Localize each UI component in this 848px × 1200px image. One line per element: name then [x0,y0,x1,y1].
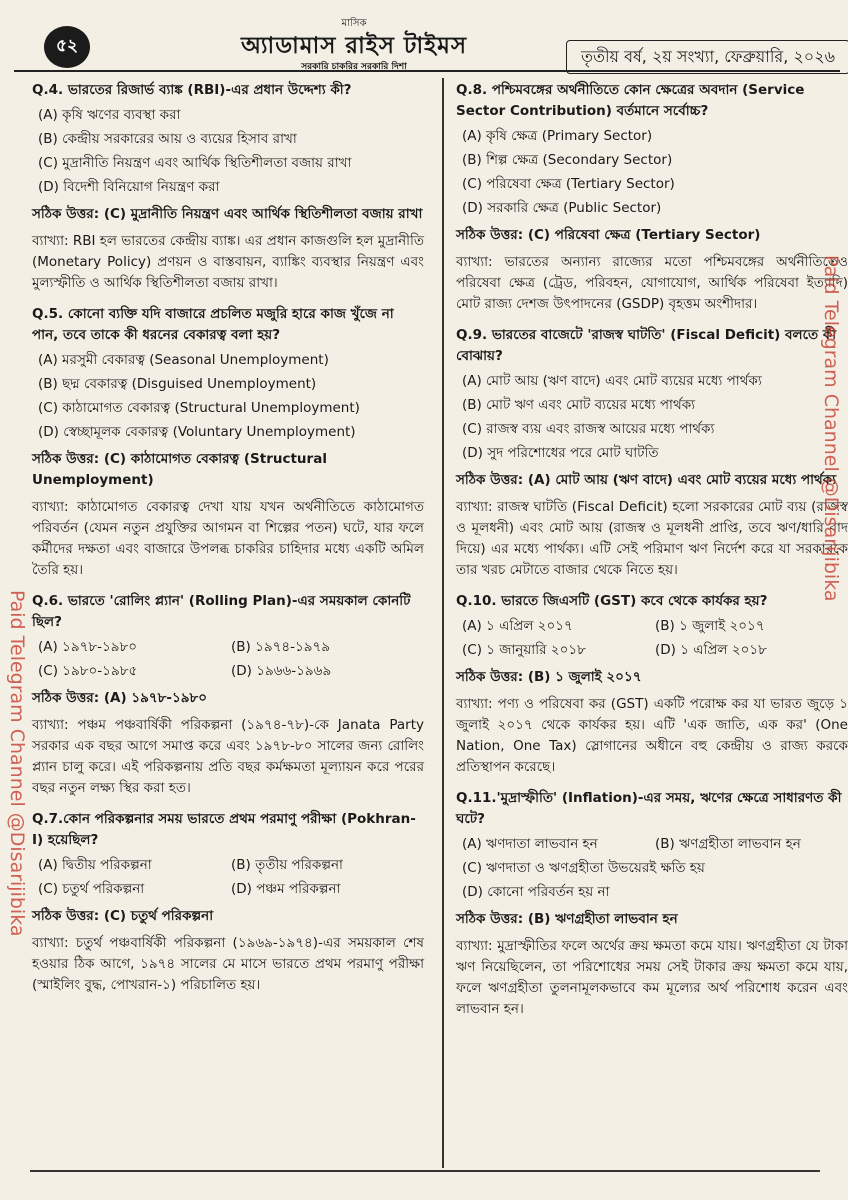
left-column [32,74,424,1006]
footer-rule [30,1170,820,1172]
option-row [38,855,424,876]
question-text: Q.4. ভারতের রিজার্ভ ব্যাঙ্ক (RBI)-এর প্রধান উদ্দেশ্য কী? [32,82,352,98]
option: (C) ১৯৮০-১৯৮৫ [38,663,138,679]
explanation: ব্যাখ্যা: ভারতের অন্যান্য রাজ্যের মতো পশ্চিমবঙ্গের অর্থনীতিতেও পরিষেবা ক্ষেত্র (ট্রেড, পরিবহন, যোগাযোগ, আর্থিক পরিষেবা ইত্যাদি) মোট রাজ্য দেশজ উৎপাদনের (GSDP) বৃহত্তম অংশীদার। [456,254,848,312]
option: (C) পরিষেবা ক্ষেত্র (Tertiary Sector) [462,176,675,192]
option: (C) রাজস্ব ব্যয় এবং রাজস্ব আয়ের মধ্যে পার্থক্য [462,421,715,437]
option: (B) মোট ঋণ এবং মোট ব্যয়ের মধ্যে পার্থক্য [462,397,696,413]
option: (B) তৃতীয় পরিকল্পনা [231,857,343,873]
option: (B) কেন্দ্রীয় সরকারের আয় ও ব্যয়ের হিসাব রাখা [38,131,297,147]
option: (C) কাঠামোগত বেকারত্ব (Structural Unemployment) [38,400,360,416]
option: (A) মোট আয় (ঋণ বাদে) এবং মোট ব্যয়ের মধ্যে পার্থক্য [462,373,762,389]
option: (D) বিদেশী বিনিয়োগ নিয়ন্ত্রণ করা [38,179,220,195]
option-row [462,640,848,661]
option: (D) ১ এপ্রিল ২০১৮ [655,642,767,658]
option: (D) সুদ পরিশোধের পরে মোট ঘাটতি [462,445,659,461]
option: (B) ঋণগ্রহীতা লাভবান হন [655,836,801,852]
question-text: Q.7.কোন পরিকল্পনার সময় ভারতে প্রথম পরমাণু পরীক্ষা (Pokhran-I) হয়েছিল? [32,811,416,848]
option: (C) মুদ্রানীতি নিয়ন্ত্রণ এবং আর্থিক স্থিতিশীলতা বজায় রাখা [38,155,352,171]
question-text: Q.8. পশ্চিমবঙ্গের অর্থনীতিতে কোন ক্ষেত্রের অবদান (Service Sector Contribution) বর্তমানে সর্বোচ্চ? [456,82,805,119]
correct-answer: সঠিক উত্তর: (C) মুদ্রানীতি নিয়ন্ত্রণ এবং আর্থিক স্থিতিশীলতা বজায় রাখা [32,206,423,222]
masthead [234,16,474,74]
option: (C) ১ জানুয়ারি ২০১৮ [462,642,586,658]
correct-answer: সঠিক উত্তর: (B) ১ জুলাই ২০১৭ [456,669,642,685]
option: (A) মরসুমী বেকারত্ব (Seasonal Unemployment) [38,352,329,368]
explanation: ব্যাখ্যা: RBI হল ভারতের কেন্দ্রীয় ব্যাঙ্ক। এর প্রধান কাজগুলি হল মুদ্রানীতি (Monetary Policy) প্রণয়ন ও বাস্তবায়ন, ব্যাঙ্কিং ব্যবস্থার নিয়ন্ত্রণ এবং মুল্যস্ফীতি ও আর্থিক স্থিতিশীলতা বজায় রাখা। [32,233,425,291]
option: (A) দ্বিতীয় পরিকল্পনা [38,857,152,873]
option-row [38,637,424,658]
page-number: ৫২ [44,26,90,68]
correct-answer: সঠিক উত্তর: (B) ঋণগ্রহীতা লাভবান হন [456,911,678,927]
option: (A) কৃষি ক্ষেত্র (Primary Sector) [462,128,653,144]
option: (D) স্বেচ্ছামূলক বেকারত্ব (Voluntary Unemployment) [38,424,356,440]
question-block [32,304,424,581]
option-row [462,834,848,855]
question-block [456,80,848,315]
option: (A) ১৯৭৮-১৯৮০ [38,639,138,655]
option: (D) ১৯৬৬-১৯৬৯ [231,663,332,679]
option: (C) চতুর্থ পরিকল্পনা [38,881,145,897]
correct-answer: সঠিক উত্তর: (C) চতুর্থ পরিকল্পনা [32,908,214,924]
question-block [32,591,424,799]
question-block [456,591,848,778]
correct-answer: সঠিক উত্তর: (C) পরিষেবা ক্ষেত্র (Tertiary Sector) [456,227,761,243]
masthead-title: অ্যাডামাস রাইস টাইমস [240,33,468,59]
column-divider [442,78,444,1168]
option-row [462,616,848,637]
right-column [456,74,848,1030]
explanation: ব্যাখ্যা: চতুর্থ পঞ্চবার্ষিকী পরিকল্পনা (১৯৬৯-১৯৭৪)-এর সময়কাল শেষ হওয়ার ঠিক আগে, ১৯৭৪ সালের মে মাসে ভারতে প্রথম পরমাণু পরীক্ষা (স্মাইলিং বুদ্ধ, পোখরান-১) পরিচালিত হয়। [32,935,424,993]
explanation: ব্যাখ্যা: পঞ্চম পঞ্চবার্ষিকী পরিকল্পনা (১৯৭৪-৭৮)-কে Janata Party সরকার এক বছর আগে সমাপ্ত করে এবং ১৯৭৮-৮০ সালের জন্য রোলিং প্ল্যান চালু করে। এই পরিকল্পনায় প্রতি বছর কর্মক্ষমতা মূল্যায়ন করে পরের বছর নতুন লক্ষ্য স্থির করা হত। [32,717,424,796]
explanation: ব্যাখ্যা: মুদ্রাস্ফীতির ফলে অর্থের ক্রয় ক্ষমতা কমে যায়। ঋণগ্রহীতা যে টাকা ঋণ নিয়েছিলেন, তা পরিশোধের সময় সেই টাকার ক্রয় ক্ষমতা কমে যায়, ফলে ঋণগ্রহীতা তুলনামূলকভাবে কম মূল্যের অর্থ পরিশোধ করেন এবং লাভবান হন। [456,938,848,1017]
option: (D) পঞ্চম পরিকল্পনা [231,881,341,897]
correct-answer: সঠিক উত্তর: (A) ১৯৭৮-১৯৮০ [32,690,208,706]
watermark-left: Paid Telegram Channel @Disarijibika [6,590,28,937]
masthead-top: মাসিক [341,18,367,29]
explanation: ব্যাখ্যা: কাঠামোগত বেকারত্ব দেখা যায় যখন অর্থনীতিতে কাঠামোগত পরিবর্তন (যেমন নতুন প্রযুক্তির আগমন বা শিল্পের পতন) ঘটে, যার ফলে কর্মীদের দক্ষতা এবং বাজারে উপলব্ধ চাকরির চাহিদার মধ্যে একটি অমিল তৈরি হয়। [32,499,424,578]
option-row [38,879,424,900]
explanation: ব্যাখ্যা: রাজস্ব ঘাটতি (Fiscal Deficit) হলো সরকারের মোট ব্যয় (রাজস্ব ও মূলধনী) এবং মোট আয় (রাজস্ব ও মূলধনী প্রাপ্তি, তবে ঋণ/ধারি বাদ দিয়ে) এর মধ্যে পার্থক্য। এটি সেই পরিমাণ ঋণ নির্দেশ করে যা সরকারকে তার খরচ মেটাতে বাজার থেকে নিতে হয়। [456,499,848,578]
question-block [32,80,424,294]
option: (B) শিল্প ক্ষেত্র (Secondary Sector) [462,152,673,168]
option: (A) ১ এপ্রিল ২০১৭ [462,618,573,634]
question-block [32,809,424,996]
option: (A) কৃষি ঋণের ব্যবস্থা করা [38,107,181,123]
option-row [38,661,424,682]
masthead-tagline: সরকারি চাকরির সরকারি দিশা [301,62,407,72]
question-text: Q.11.'মুদ্রাস্ফীতি' (Inflation)-এর সময়, ঋণের ক্ষেত্রে সাধারণত কী ঘটে? [456,790,842,827]
page-header [14,10,840,72]
option: (B) ১ জুলাই ২০১৭ [655,618,765,634]
issue-info: তৃতীয় বর্ষ, ২য় সংখ্যা, ফেব্রুয়ারি, ২০২৬ [566,40,848,74]
option: (B) ছদ্ম বেকারত্ব (Disguised Unemployment) [38,376,317,392]
question-text: Q.9. ভারতের বাজেটে 'রাজস্ব ঘাটতি' (Fiscal Deficit) বলতে কী বোঝায়? [456,327,837,364]
question-text: Q.10. ভারতে জিএসটি (GST) কবে থেকে কার্যকর হয়? [456,593,768,609]
watermark-right: Paid Telegram Channel @Disarijibika [820,255,842,602]
option: (D) সরকারি ক্ষেত্র (Public Sector) [462,200,662,216]
question-block [456,325,848,581]
option: (C) ঋণদাতা ও ঋণগ্রহীতা উভয়েরই ক্ষতি হয় [462,860,705,876]
option: (A) ঋণদাতা লাভবান হন [462,836,598,852]
correct-answer: সঠিক উত্তর: (C) কাঠামোগত বেকারত্ব (Structural Unemployment) [32,451,327,488]
option: (B) ১৯৭৪-১৯৭৯ [231,639,331,655]
question-text: Q.5. কোনো ব্যক্তি যদি বাজারে প্রচলিত মজুরি হারে কাজ খুঁজে না পান, তবে তাকে কী ধরনের বেকারত্ব বলা হয়? [32,306,394,343]
question-block [456,788,848,1020]
option: (D) কোনো পরিবর্তন হয় না [462,884,610,900]
correct-answer: সঠিক উত্তর: (A) মোট আয় (ঋণ বাদে) এবং মোট ব্যয়ের মধ্যে পার্থক্য [456,472,837,488]
question-text: Q.6. ভারতে 'রোলিং প্ল্যান' (Rolling Plan)-এর সময়কাল কোনটি ছিল? [32,593,411,630]
explanation: ব্যাখ্যা: পণ্য ও পরিষেবা কর (GST) একটি পরোক্ষ কর যা ভারত জুড়ে ১ জুলাই ২০১৭ থেকে কার্যকর হয়। এটি 'এক জাতি, এক কর' (One Nation, One Tax) স্লোগানের অধীনে বহু কেন্দ্রীয় ও রাজ্য করকে প্রতিস্থাপন করেছে। [456,696,848,775]
